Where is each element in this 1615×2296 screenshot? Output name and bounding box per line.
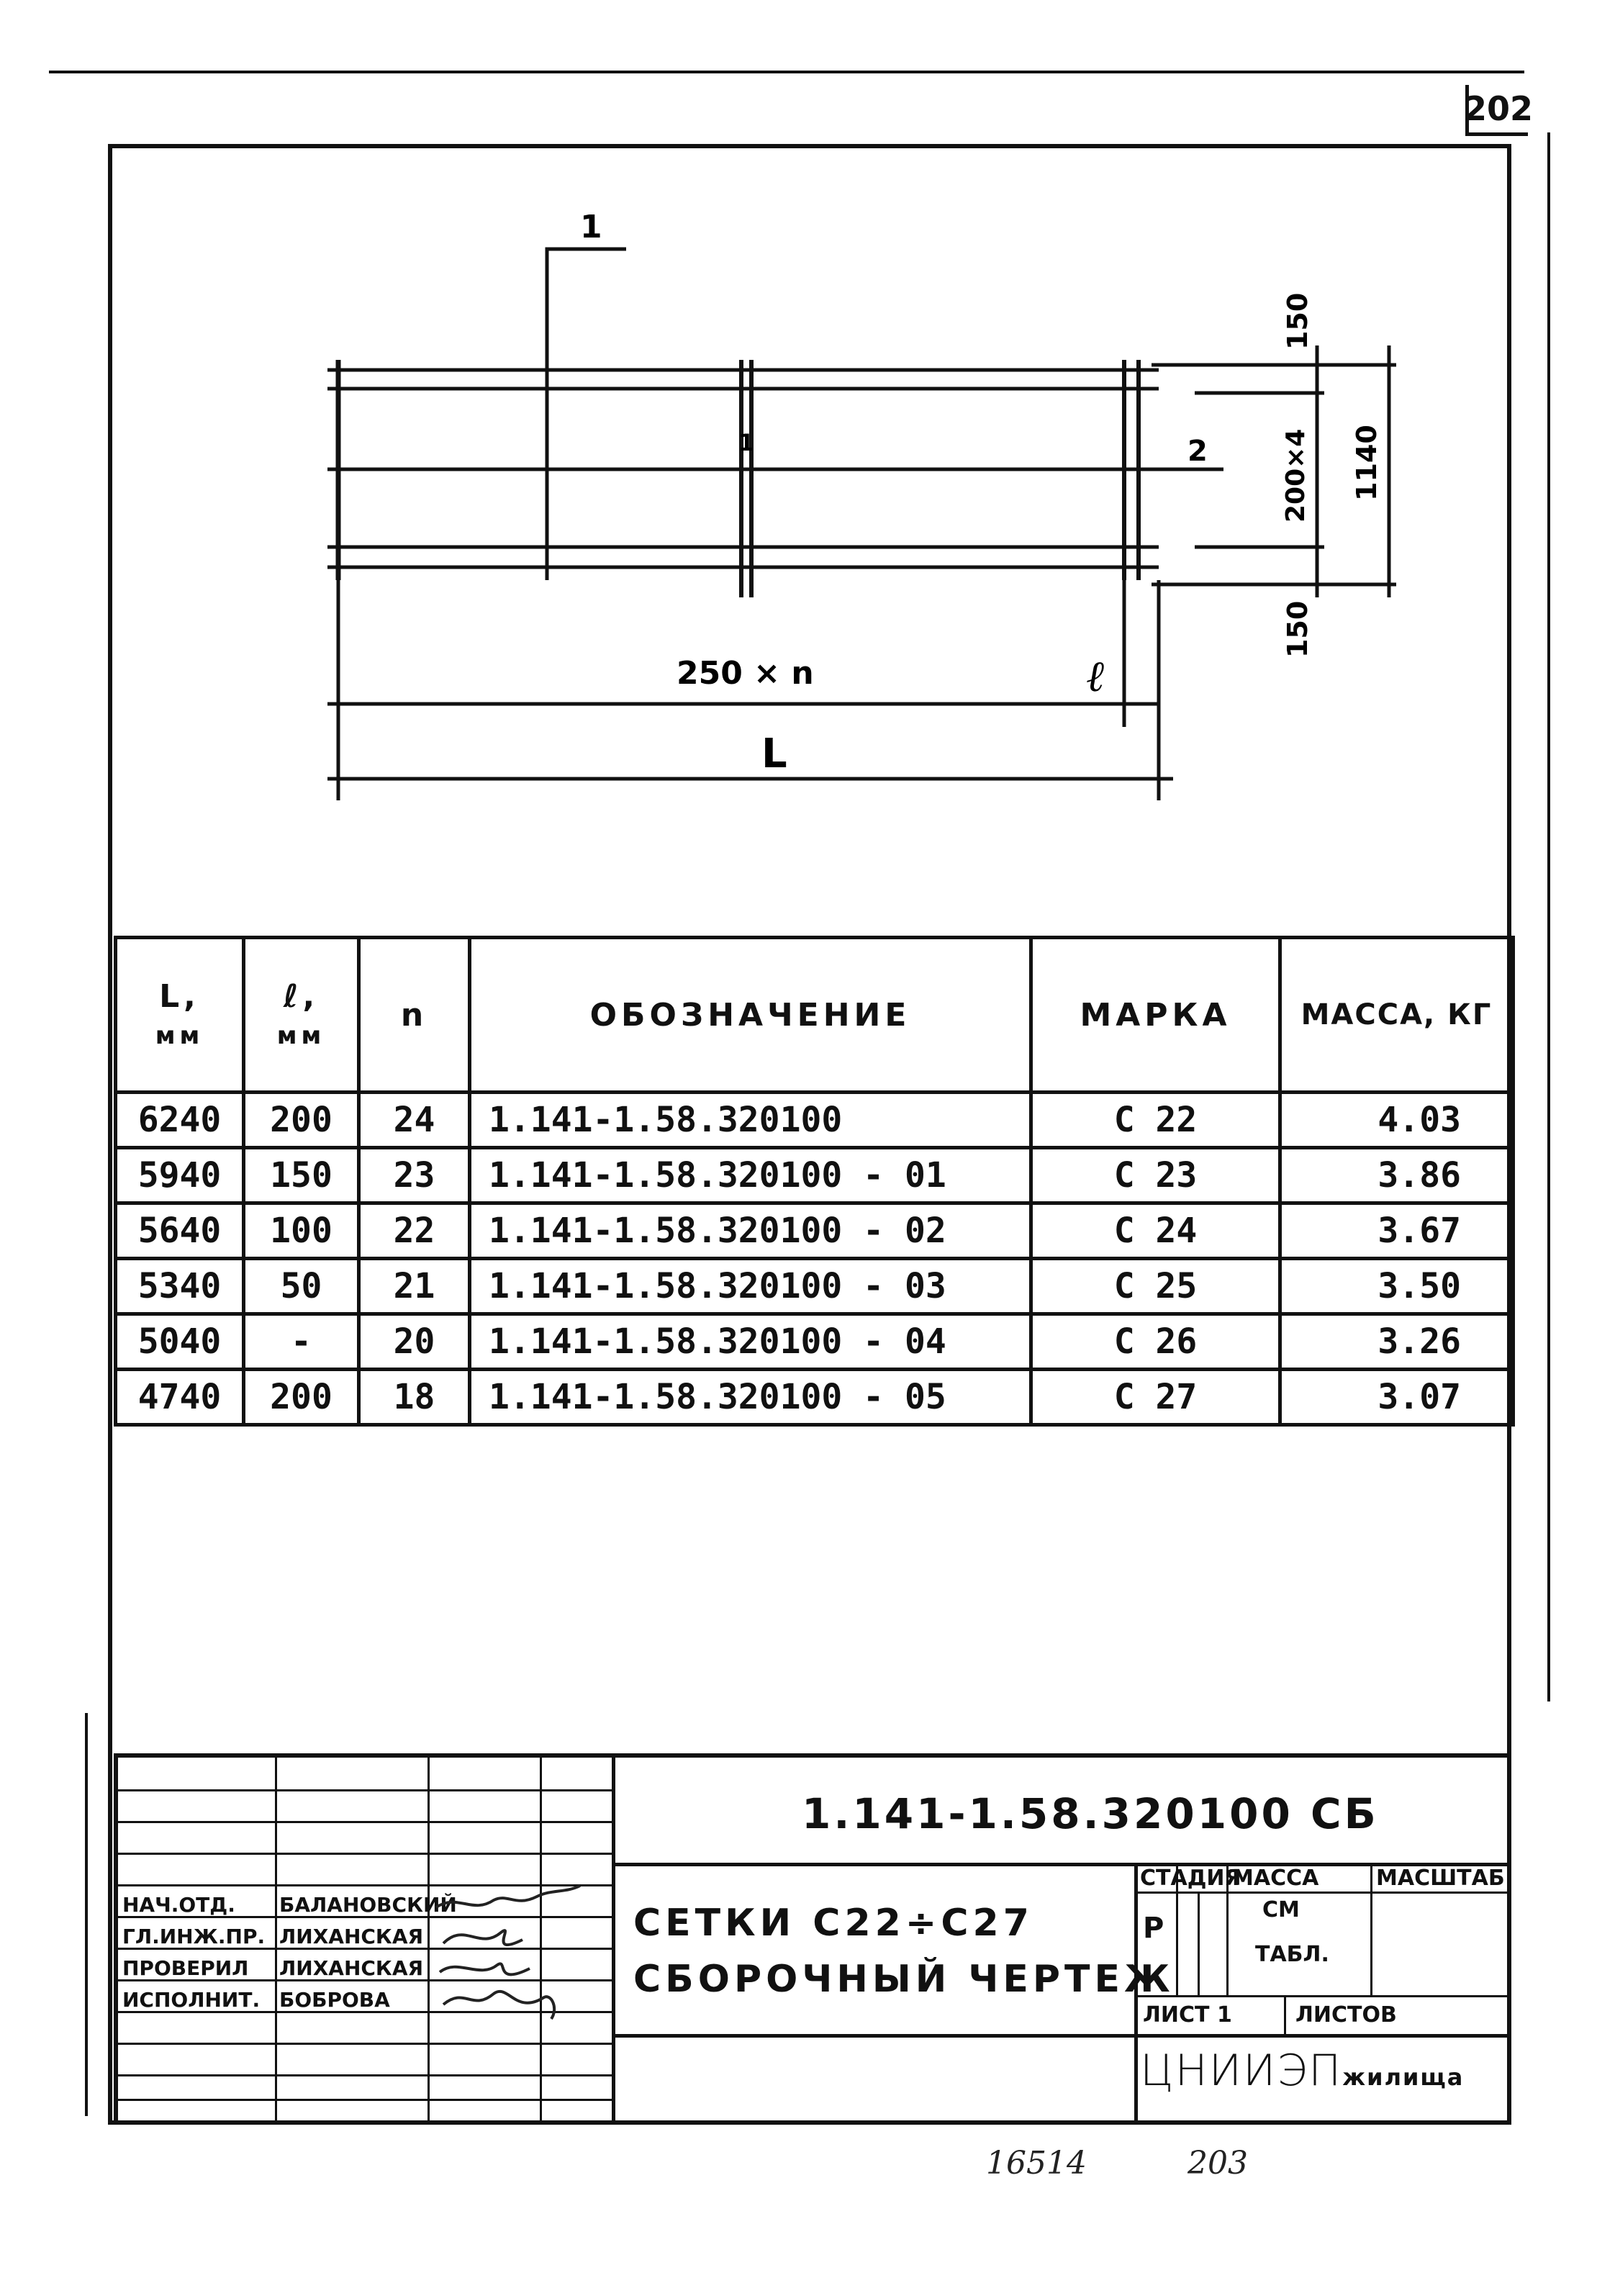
table-row [116, 1314, 1514, 1370]
tb-sheets-label: ЛИСТОВ [1295, 2002, 1397, 2028]
dim-bottom: 150 [1282, 600, 1313, 658]
tb-organization [1140, 2046, 1464, 2096]
table-row [116, 1093, 1514, 1148]
table-row [116, 1148, 1514, 1203]
cell-mark: С 23 [1031, 1148, 1280, 1203]
col-header-mark: МАРКА [1031, 938, 1280, 1093]
sig-role: ИСПОЛНИТ. [122, 1988, 261, 2012]
table-row [116, 1370, 1514, 1425]
cell-L: 5040 [116, 1314, 244, 1370]
cell-n: 18 [359, 1370, 470, 1425]
tb-grid-line [118, 2043, 612, 2045]
cell-n: 22 [359, 1203, 470, 1259]
cell-mass: 3.26 [1280, 1314, 1514, 1370]
footer-number-1: 16514 [986, 2145, 1087, 2182]
tb-scale-label: МАСШТАБ [1376, 1866, 1505, 1891]
tb-grid-line [1198, 1892, 1200, 1995]
cell-designation: 1.141-1.58.320100 [470, 1093, 1031, 1148]
cell-l: 200 [244, 1370, 359, 1425]
specification-table [114, 936, 1515, 1427]
sig-name: БОБРОВА [279, 1988, 390, 2012]
cell-designation: 1.141-1.58.320100 - 04 [470, 1314, 1031, 1370]
tb-grid-line [612, 1758, 615, 2125]
cell-n: 23 [359, 1148, 470, 1203]
col-header-L: L, мм [116, 938, 244, 1093]
sig-role: ПРОВЕРИЛ [122, 1956, 249, 1980]
col-header-l: ℓ, мм [244, 938, 359, 1093]
cell-mark: С 24 [1031, 1203, 1280, 1259]
tb-designation: 1.141-1.58.320100 СБ [802, 1789, 1379, 1838]
cell-n: 21 [359, 1259, 470, 1314]
cell-l: 50 [244, 1259, 359, 1314]
tb-grid-line [1134, 1995, 1511, 1997]
tb-grid-line [118, 1853, 612, 1855]
col-header-mass: МАССА, КГ [1280, 938, 1514, 1093]
cell-mark: С 26 [1031, 1314, 1280, 1370]
tb-sheet-label: ЛИСТ 1 [1143, 2002, 1232, 2028]
cell-mass: 3.86 [1280, 1148, 1514, 1203]
tb-grid-line [275, 1758, 277, 2125]
tb-mass-value-1: СМ [1262, 1897, 1300, 1922]
sig-role: ГЛ.ИНЖ.ПР. [122, 1925, 266, 1948]
cell-n: 24 [359, 1093, 470, 1148]
cell-l: 200 [244, 1093, 359, 1148]
sig-name: БАЛАНОВСКИЙ [279, 1893, 457, 1917]
tb-grid-line [612, 2034, 1511, 2038]
sig-name: ЛИХАНСКАЯ [279, 1956, 424, 1980]
dim-end: ℓ [1087, 651, 1105, 702]
col-header-n: n [359, 938, 470, 1093]
cell-mark: С 27 [1031, 1370, 1280, 1425]
cell-L: 5340 [116, 1259, 244, 1314]
tb-grid-line [118, 1821, 612, 1823]
cell-n: 20 [359, 1314, 470, 1370]
cell-designation: 1.141-1.58.320100 - 03 [470, 1259, 1031, 1314]
dim-spacing: 200×4 [1281, 428, 1311, 523]
tb-name-line1: СЕТКИ С22÷С27 [633, 1902, 1033, 1945]
mesh-outline [327, 249, 1396, 800]
tb-grid-line [1134, 1892, 1511, 1894]
tb-name-line2: СБОРОЧНЫЙ ЧЕРТЕЖ [633, 1958, 1175, 2001]
cell-L: 5940 [116, 1148, 244, 1203]
tb-org-name: ЦНИИЭП [1140, 2046, 1343, 2096]
tb-stage-value: Р [1143, 1912, 1164, 1945]
page-number: 202 [1465, 85, 1528, 136]
table-row [116, 1259, 1514, 1314]
title-block [114, 1753, 1511, 2125]
footer-number-2: 203 [1188, 2145, 1248, 2182]
tb-grid-line [118, 2099, 612, 2101]
dim-length: L [761, 731, 787, 777]
cell-designation: 1.141-1.58.320100 - 02 [470, 1203, 1031, 1259]
cell-l: 150 [244, 1148, 359, 1203]
cell-mass: 4.03 [1280, 1093, 1514, 1148]
cell-l: 100 [244, 1203, 359, 1259]
dim-pitch: 250 × n [677, 655, 814, 692]
tb-stage-label: СТАДИЯ [1140, 1866, 1241, 1891]
mesh-drawing [0, 0, 1615, 936]
cell-L: 6240 [116, 1093, 244, 1148]
cell-mark: С 25 [1031, 1259, 1280, 1314]
cell-l: - [244, 1314, 359, 1370]
cell-mass: 3.07 [1280, 1370, 1514, 1425]
position-mark-1: 1 [738, 429, 755, 456]
cell-L: 4740 [116, 1370, 244, 1425]
sig-role: НАЧ.ОТД. [122, 1893, 235, 1917]
tb-grid-line [118, 2074, 612, 2076]
cell-mass: 3.50 [1280, 1259, 1514, 1314]
cell-L: 5640 [116, 1203, 244, 1259]
table-header-row [116, 938, 1514, 1093]
tb-org-suffix: жилища [1342, 2064, 1465, 2091]
tb-grid-line [118, 1789, 612, 1791]
cell-mass: 3.67 [1280, 1203, 1514, 1259]
cell-designation: 1.141-1.58.320100 - 05 [470, 1370, 1031, 1425]
table-row [116, 1203, 1514, 1259]
cell-mark: С 22 [1031, 1093, 1280, 1148]
cell-designation: 1.141-1.58.320100 - 01 [470, 1148, 1031, 1203]
dim-width: 1140 [1351, 425, 1383, 501]
tb-grid-line [1284, 1995, 1286, 2034]
sheet-left-margin-line [85, 1713, 88, 2116]
tb-mass-label: МАССА [1232, 1866, 1319, 1891]
section-mark: 1 [580, 209, 602, 245]
dim-top: 150 [1282, 292, 1313, 350]
sig-name: ЛИХАНСКАЯ [279, 1925, 424, 1948]
tb-grid-line [1370, 1863, 1372, 1995]
position-mark-2: 2 [1188, 435, 1208, 468]
handwritten-signatures [429, 1879, 587, 2022]
col-header-designation: ОБОЗНАЧЕНИЕ [470, 938, 1031, 1093]
tb-mass-value-2: ТАБЛ. [1255, 1942, 1329, 1967]
